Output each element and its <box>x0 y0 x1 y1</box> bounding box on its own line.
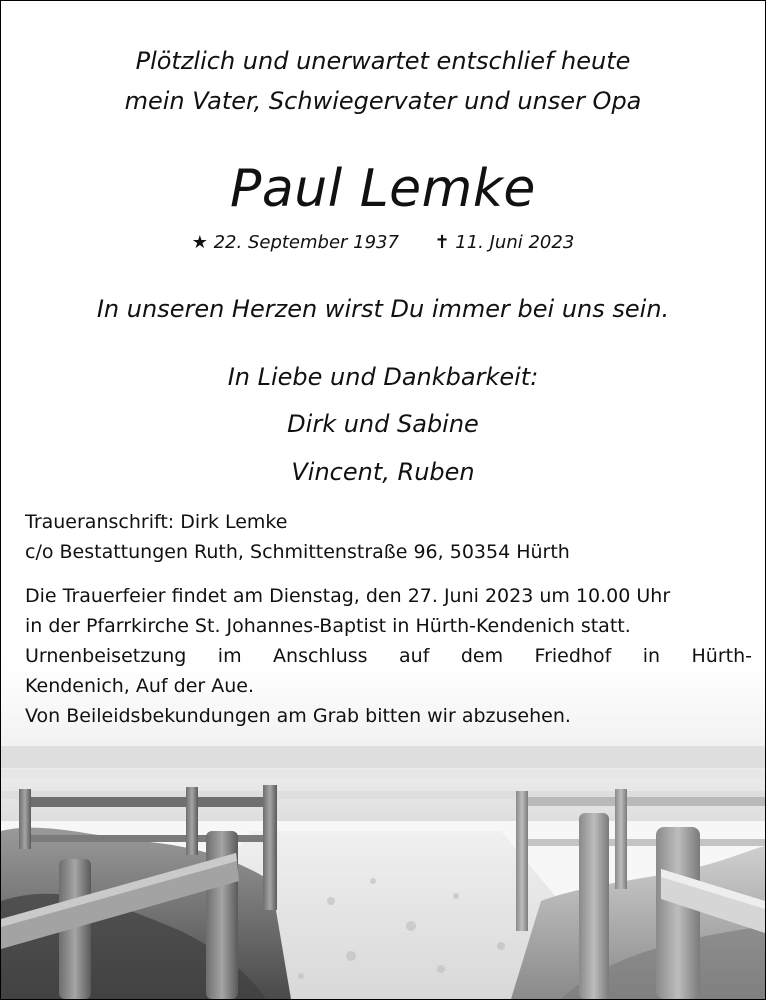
address-line-2: c/o Bestattungen Ruth, Schmittenstraße 96, 50354 Hürth <box>25 541 570 563</box>
birth-date: 22. September 1937 <box>213 232 399 253</box>
beach-fence-photo <box>1 1 765 999</box>
family-line-1: Dirk und Sabine <box>287 410 479 438</box>
mourning-address <box>25 507 752 567</box>
address-line-1: Traueranschrift: Dirk Lemke <box>25 511 288 533</box>
family-line-2: Vincent, Ruben <box>291 458 475 486</box>
intro-line-1: Plötzlich und unerwartet entschlief heute <box>135 47 631 75</box>
death-date: 11. Juni 2023 <box>455 232 575 253</box>
intro-line-2: mein Vater, Schwiegervater und unser Opa <box>124 87 642 115</box>
birth-star-icon: ★ <box>191 232 208 253</box>
ceremony-line-2: in der Pfarrkirche St. Johannes-Baptist in Hürth-Kendenich statt. <box>25 615 631 637</box>
ceremony-line-4: Kendenich, Auf der Aue. <box>25 675 255 697</box>
ceremony-details <box>25 581 752 731</box>
ceremony-line-5: Von Beileidsbekundungen am Grab bitten wir abzusehen. <box>25 705 571 727</box>
deceased-name: Paul Lemke <box>230 159 536 219</box>
life-dates <box>1 232 765 253</box>
ceremony-line-1: Die Trauerfeier findet am Dienstag, den 27. Juni 2023 um 10.00 Uhr <box>25 585 671 607</box>
family-heading: In Liebe und Dankbarkeit: <box>227 363 539 391</box>
ceremony-line-3: Urnenbeisetzung im Anschluss auf dem Friedhof in Hürth- <box>25 645 752 667</box>
death-cross-icon: ✝ <box>434 232 450 253</box>
memorial-motto: In unseren Herzen wirst Du immer bei uns sein. <box>96 295 670 323</box>
